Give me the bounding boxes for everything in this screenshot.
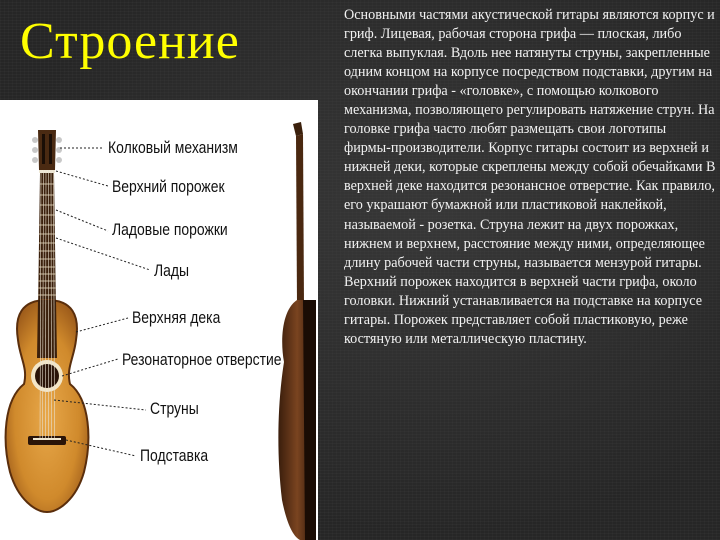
label-sound-hole: Резонаторное отверстие xyxy=(122,350,282,369)
label-frets: Лады xyxy=(154,261,190,280)
slide-body-text: Основными частями акустической гитары являются корпус и гриф. Лицевая, рабочая сторона грифа — плоская, либо слегка выпуклая. Вдоль нее натянуты струны, закрепленные одним концом на корпусе посредством подставки, другим на окончании грифа - «головке», с помощью колкового механизма, позволяющего регулировать натяжение струн. На головке грифа часто любят размещать свои логотипы фирмы-производители. Корпус гитары состоит из верхней и нижней деки, которые скреплены между собой обечайками В верхней деке находится резонансное отверстие. Как правило, его украшают бумажной или пластиковой наклейкой, называемой - розетка. Струна лежит на двух порожках, нижнем и верхнем, расстояние между ними, определяющее длину рабочей части струны, называется мензурой гитары. Верхний порожек находится в верхней части грифа, около головки. Нижний устанавливается на подставке на корпусе гитары. Порожек представляет собой пластиковую, реже костяную или металлическую пластину. xyxy=(344,7,716,347)
label-strings: Струны xyxy=(150,399,199,418)
label-bridge: Подставка xyxy=(140,446,209,465)
label-fret-wires: Ладовые порожки xyxy=(112,220,228,239)
label-soundboard: Верхняя дека xyxy=(132,308,221,327)
slide-title: Строение xyxy=(20,13,240,70)
label-upper-nut: Верхний порожек xyxy=(112,177,225,196)
guitar-diagram xyxy=(0,100,318,540)
label-tuning-machines: Колковый механизм xyxy=(108,138,238,157)
guitar-side-illustration xyxy=(278,122,316,540)
guitar-front-illustration xyxy=(6,130,89,512)
